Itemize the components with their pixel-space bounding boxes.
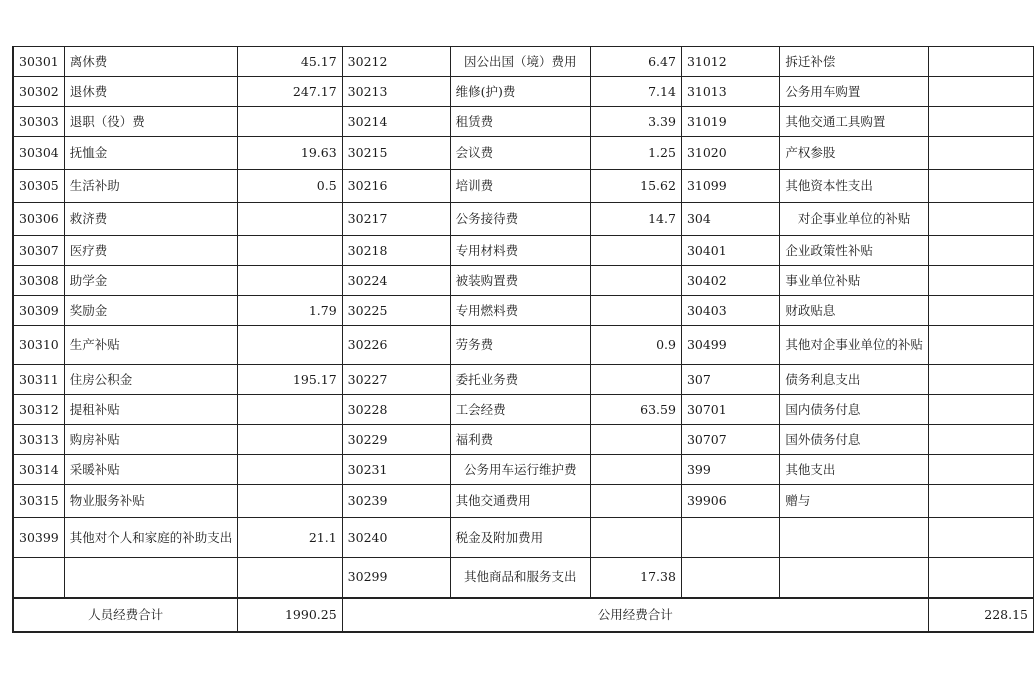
item-amount: 14.7 [590,203,681,236]
item-code: 30306 [13,203,64,236]
item-amount [590,236,681,266]
item-code: 30303 [13,107,64,137]
item-code: 30312 [13,395,64,425]
personnel-total-value: 1990.25 [238,598,342,632]
item-code: 31012 [681,47,779,77]
table-row [13,326,1034,365]
item-name: 专用燃料费 [450,296,590,326]
item-amount: 19.63 [238,137,342,170]
table-row [13,518,1034,558]
table-row [13,455,1034,485]
item-code: 30707 [681,425,779,455]
item-amount: 45.17 [238,47,342,77]
item-amount [928,558,1033,598]
item-code: 31013 [681,77,779,107]
item-name: 生活补助 [64,170,238,203]
item-amount [590,266,681,296]
item-name: 其他对个人和家庭的补助支出 [64,518,238,558]
item-code: 30215 [342,137,450,170]
table-body [13,47,1034,598]
item-name: 住房公积金 [64,365,238,395]
personnel-total-label: 人员经费合计 [13,598,238,632]
item-code: 30217 [342,203,450,236]
item-amount: 63.59 [590,395,681,425]
item-amount [928,107,1033,137]
table-row [13,236,1034,266]
item-name: 其他商品和服务支出 [450,558,590,598]
item-name: 其他资本性支出 [780,170,929,203]
table-row [13,170,1034,203]
item-amount: 0.5 [238,170,342,203]
item-amount: 15.62 [590,170,681,203]
item-code: 30212 [342,47,450,77]
item-name: 企业政策性补贴 [780,236,929,266]
item-name [780,558,929,598]
item-code: 30229 [342,425,450,455]
table-row [13,107,1034,137]
table-row [13,266,1034,296]
item-name: 培训费 [450,170,590,203]
item-code: 30299 [342,558,450,598]
item-amount [928,518,1033,558]
item-name: 奖励金 [64,296,238,326]
item-amount [238,107,342,137]
item-amount [928,137,1033,170]
table-row [13,47,1034,77]
item-code: 30228 [342,395,450,425]
item-code: 399 [681,455,779,485]
item-name: 租赁费 [450,107,590,137]
item-code: 31020 [681,137,779,170]
item-amount [928,455,1033,485]
item-name: 公务用车购置 [780,77,929,107]
table-row [13,425,1034,455]
item-name: 提租补贴 [64,395,238,425]
item-amount [928,203,1033,236]
item-amount [928,485,1033,518]
item-name [780,518,929,558]
item-name: 退职（役）费 [64,107,238,137]
item-amount [238,425,342,455]
expenditure-table [12,46,1034,633]
item-amount: 7.14 [590,77,681,107]
item-amount [238,203,342,236]
public-total-label: 公用经费合计 [342,598,928,632]
table-row [13,395,1034,425]
item-code: 30402 [681,266,779,296]
item-amount: 6.47 [590,47,681,77]
item-name: 其他支出 [780,455,929,485]
item-code: 39906 [681,485,779,518]
item-code: 31019 [681,107,779,137]
item-name: 劳务费 [450,326,590,365]
item-code: 30301 [13,47,64,77]
item-code: 30227 [342,365,450,395]
item-name: 维修(护)费 [450,77,590,107]
item-name: 救济费 [64,203,238,236]
item-name: 购房补贴 [64,425,238,455]
table-row [13,485,1034,518]
item-amount: 17.38 [590,558,681,598]
item-name: 医疗费 [64,236,238,266]
item-code: 30399 [13,518,64,558]
item-amount [238,485,342,518]
item-amount: 1.25 [590,137,681,170]
item-name: 税金及附加费用 [450,518,590,558]
item-code: 30313 [13,425,64,455]
item-amount [238,326,342,365]
item-name: 工会经费 [450,395,590,425]
item-amount [928,365,1033,395]
item-name: 抚恤金 [64,137,238,170]
item-code: 30239 [342,485,450,518]
item-code: 31099 [681,170,779,203]
item-amount [928,47,1033,77]
item-code: 30224 [342,266,450,296]
item-name: 财政贴息 [780,296,929,326]
item-amount: 0.9 [590,326,681,365]
item-code: 30304 [13,137,64,170]
item-amount [928,296,1033,326]
item-name [64,558,238,598]
table-row [13,365,1034,395]
item-code [681,558,779,598]
item-amount [928,395,1033,425]
item-code: 30308 [13,266,64,296]
item-name: 专用材料费 [450,236,590,266]
item-amount [590,455,681,485]
table-row [13,137,1034,170]
item-code: 30403 [681,296,779,326]
item-name: 对企事业单位的补贴 [780,203,929,236]
item-amount [238,236,342,266]
item-code: 30214 [342,107,450,137]
item-name: 拆迁补偿 [780,47,929,77]
item-amount [928,236,1033,266]
table-row [13,558,1034,598]
item-amount [238,558,342,598]
item-name: 国外债务付息 [780,425,929,455]
item-code: 307 [681,365,779,395]
item-code: 30231 [342,455,450,485]
item-name: 公务接待费 [450,203,590,236]
item-amount: 247.17 [238,77,342,107]
item-name: 赠与 [780,485,929,518]
item-amount [928,77,1033,107]
item-name: 助学金 [64,266,238,296]
item-name: 退休费 [64,77,238,107]
item-name: 其他对企事业单位的补贴 [780,326,929,365]
item-code: 30311 [13,365,64,395]
totals-row [13,598,1034,632]
item-amount: 195.17 [238,365,342,395]
item-code: 30213 [342,77,450,107]
public-total-value: 228.15 [928,598,1033,632]
item-amount [590,425,681,455]
item-amount [590,485,681,518]
item-code: 30240 [342,518,450,558]
item-code: 30305 [13,170,64,203]
item-code: 30309 [13,296,64,326]
item-amount [238,455,342,485]
item-amount: 21.1 [238,518,342,558]
item-name: 委托业务费 [450,365,590,395]
item-code [681,518,779,558]
item-code: 30226 [342,326,450,365]
item-code: 30218 [342,236,450,266]
item-code: 30401 [681,236,779,266]
item-name: 其他交通工具购置 [780,107,929,137]
item-code: 30499 [681,326,779,365]
item-name: 物业服务补贴 [64,485,238,518]
item-amount [238,395,342,425]
item-code: 30701 [681,395,779,425]
item-amount [590,518,681,558]
item-name: 国内债务付息 [780,395,929,425]
item-name: 福利费 [450,425,590,455]
item-name: 公务用车运行维护费 [450,455,590,485]
item-code: 30310 [13,326,64,365]
item-name: 采暖补贴 [64,455,238,485]
item-code: 30225 [342,296,450,326]
item-name: 产权参股 [780,137,929,170]
item-name: 被装购置费 [450,266,590,296]
item-amount [928,266,1033,296]
item-code: 30315 [13,485,64,518]
item-code: 304 [681,203,779,236]
item-amount [590,365,681,395]
table-row [13,77,1034,107]
table-row [13,296,1034,326]
table-row [13,203,1034,236]
item-amount [928,170,1033,203]
item-name: 因公出国（境）费用 [450,47,590,77]
item-name: 会议费 [450,137,590,170]
item-name: 离休费 [64,47,238,77]
item-amount [590,296,681,326]
item-code: 30307 [13,236,64,266]
item-amount [928,326,1033,365]
item-amount [928,425,1033,455]
item-name: 其他交通费用 [450,485,590,518]
item-name: 事业单位补贴 [780,266,929,296]
item-code: 30216 [342,170,450,203]
item-code: 30302 [13,77,64,107]
item-code: 30314 [13,455,64,485]
item-amount: 1.79 [238,296,342,326]
item-name: 生产补贴 [64,326,238,365]
item-amount: 3.39 [590,107,681,137]
item-code [13,558,64,598]
item-amount [238,266,342,296]
item-name: 债务利息支出 [780,365,929,395]
